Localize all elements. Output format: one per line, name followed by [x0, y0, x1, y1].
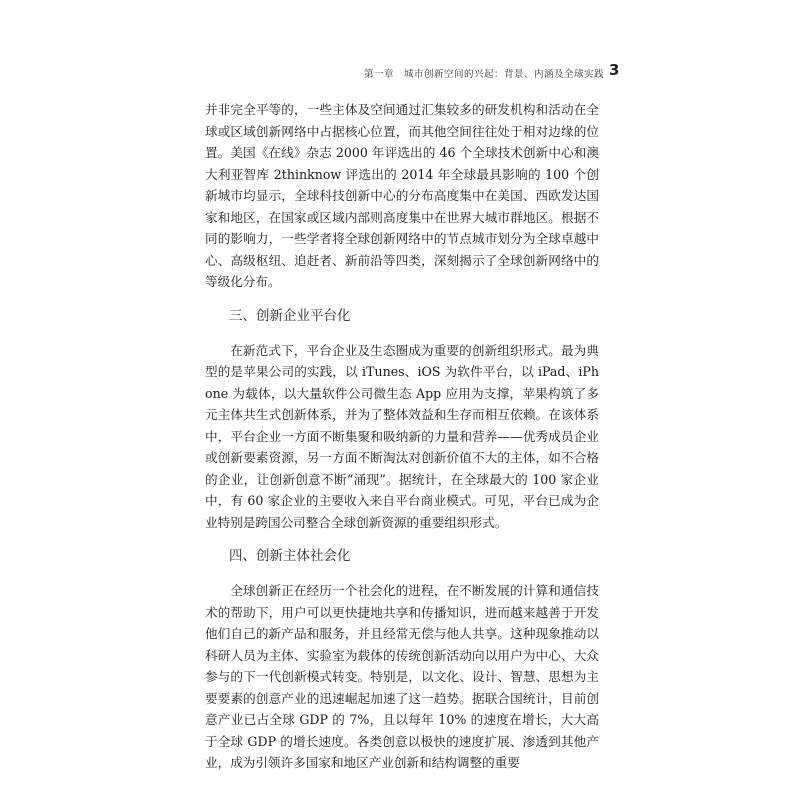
page-number: 3	[609, 61, 620, 79]
paragraph-socialization: 全球创新正在经历一个社会化的进程，在不断发展的计算和通信技术的帮助下，用户可以更快捷地共享和传播知识，进而越来越善于开发他们自己的新产品和服务，并且经常无偿与他人共享。这种现象推动以科研人员为主体、实验室为载体的传统创新活动向以用户为中心、大众参与的下一代创新模式转变。特别是，以文化、设计、智慧、思想为主要要素的创意产业的迅速崛起加速了这一趋势。据联合国统计，目前创意产业已占全球 GDP 的 7%，且以每年 10% 的速度在增长，大大高于全球 GDP 的增长速度。各类创意以极快的速度扩展、渗透到其他产业，成为引领许多国家和地区产业创新和结构调整的重要	[205, 583, 599, 770]
running-header: 第一章 城市创新空间的兴起：背景、内涵及全球实践	[363, 69, 604, 80]
paragraph-platform: 在新范式下，平台企业及生态圈成为重要的创新组织形式。最为典型的是苹果公司的实践，以 iTunes、iOS 为软件平台，以 iPad、iPhone 为载体，以大量软件公司微生态 App 应用为支撑，苹果构筑了多元主体共生式创新体系，并为了整体效益和生存而相互依赖。在该体系中，平台企业一方面不断集聚和吸纳新的力量和营养——优秀成员企业或创新要素资源，另一方面不断淘汰对创新价值不大的主体，如不合格的企业，让创新创意不断“涌现”。据统计，在全球最大的 100 家企业中，有 60 家企业的主要收入来自平台商业模式。可见，平台已成为企业特别是跨国公司整合全球创新资源的重要组织形式。	[205, 342, 599, 530]
section-heading-socialization: 四、创新主体社会化	[229, 548, 351, 564]
paragraph-continued: 并非完全平等的，一些主体及空间通过汇集较多的研发机构和活动在全球或区域创新网络中占据核心位置，而其他空间往往处于相对边缘的位置。美国《在线》杂志 2000 年评选出的 46 个全球技术创新中心和澳大利亚智库 2thinknow 评选出的 2014 年全球最具影响的 100 个创新城市均显示，全球科技创新中心的分布高度集中在美国、西欧发达国家和地区，在国家或区域内部则高度集中在世界大城市群地区。根据不同的影响力，一些学者将全球创新网络中的节点城市划分为全球卓越中心、高级枢纽、追赶者、新前沿等四类，深刻揭示了全球创新网络中的等级化分布。	[205, 102, 599, 289]
body-text	[205, 99, 599, 774]
section-heading-platform: 三、创新企业平台化	[229, 307, 351, 324]
